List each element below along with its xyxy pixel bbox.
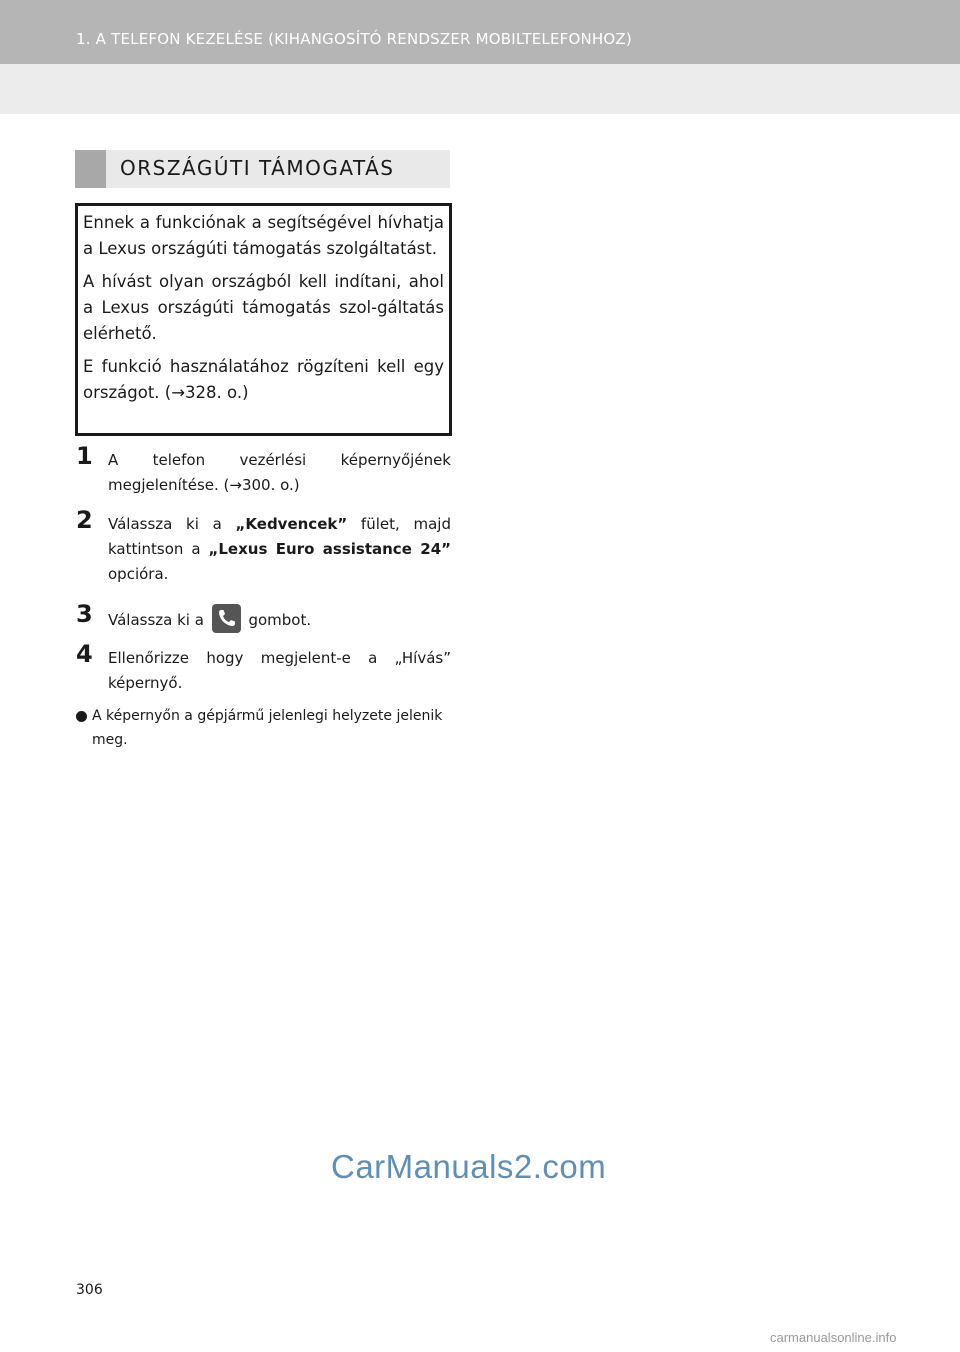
step-text: A telefon vezérlési képernyőjének megjelenítése. (→300. o.) [108,451,451,494]
info-paragraph: E funkció használatához rögzíteni kell egy országot. (→328. o.) [83,357,444,402]
step-number: 4 [76,640,93,668]
step-text: Válassza ki a „Kedvencek” fület, majd kattintson a „Lexus Euro assistance 24” opcióra. [108,515,451,583]
info-box [75,203,452,436]
chapter-title: 1. A TELEFON KEZELÉSE (KIHANGOSÍTÓ RENDSZER MOBILTELEFONHOZ) [76,30,632,48]
note-bullet [76,704,451,752]
step-number: 1 [76,442,93,470]
note-text: A képernyőn a gépjármű jelenlegi helyzete jelenik meg. [92,708,443,748]
option-name-lexus-assistance: „Lexus Euro assistance 24” [208,540,451,558]
watermark-text: CarManuals2.com [331,1148,607,1185]
step-number: 3 [76,600,93,628]
step-2 [76,506,451,587]
site-watermark: carmanualsonline.info [770,1330,897,1345]
step-text: Ellenőrizze hogy megjelent-e a „Hívás” képernyő. [108,649,451,692]
header-subband [0,64,960,114]
step-1 [76,442,451,498]
section-heading-tab [75,150,106,188]
phone-icon [212,604,241,633]
info-paragraph: A hívást olyan országból kell indítani, ahol a Lexus országúti támogatás szol-gáltatás elérhető. [83,272,444,343]
section-heading [75,150,450,188]
tab-name-kedvencek: „Kedvencek” [235,515,348,533]
page-number: 306 [76,1282,103,1298]
step-text: Válassza ki a gombot. [108,606,451,635]
step-4 [76,640,451,696]
step-number: 2 [76,506,93,534]
step-3 [76,600,451,635]
bullet-dot [76,711,87,722]
section-title: ORSZÁGÚTI TÁMOGATÁS [120,156,395,180]
info-paragraph: Ennek a funkciónak a segítségével hívhatja a Lexus országúti támogatás szolgáltatást. [83,213,444,258]
